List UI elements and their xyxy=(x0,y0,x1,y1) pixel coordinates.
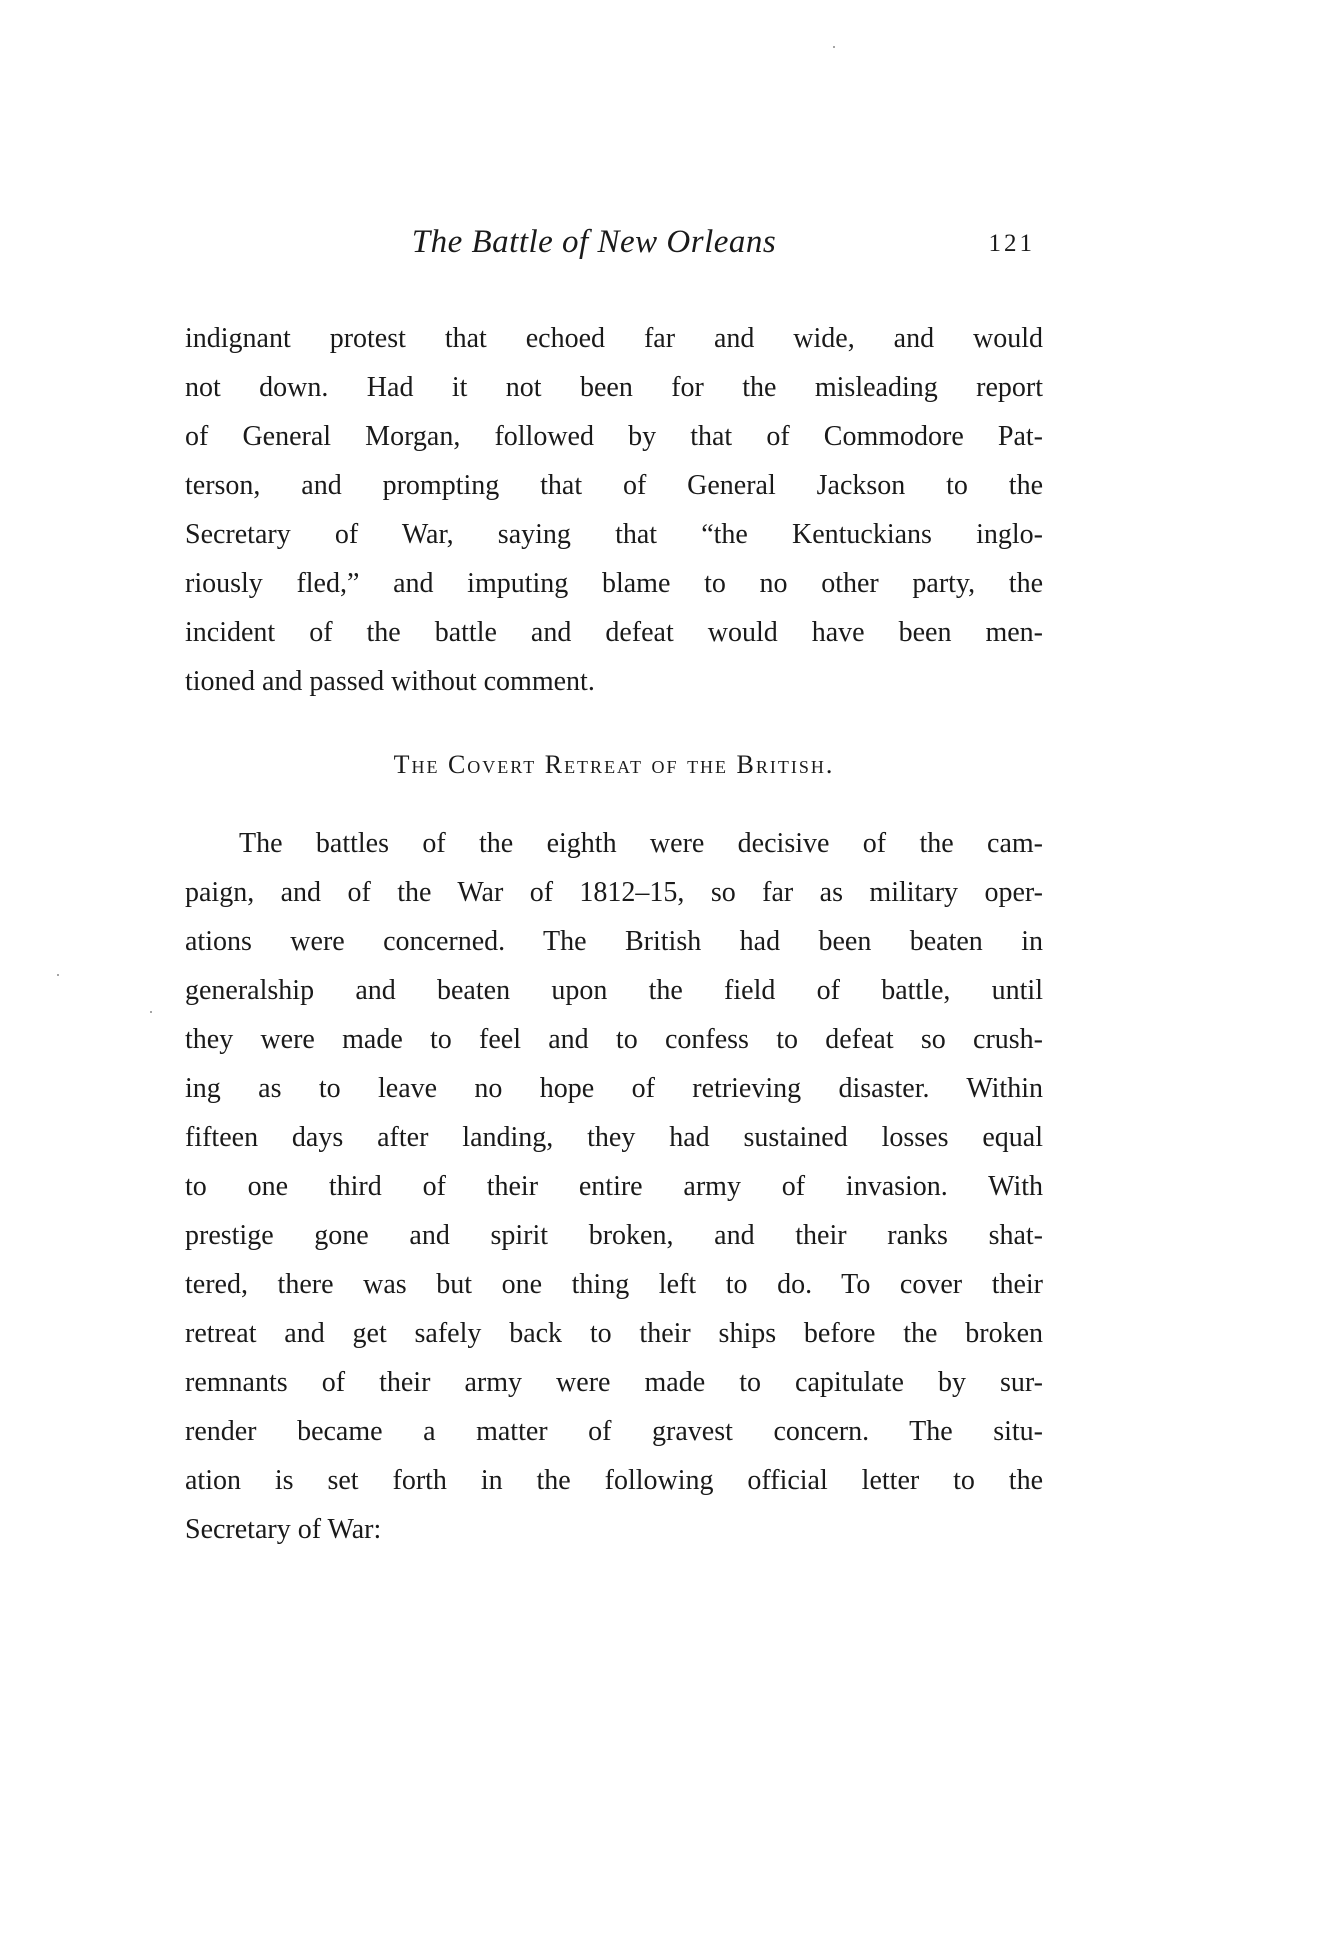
text-line: of General Morgan, followed by that of Commodore Pat- xyxy=(185,421,1043,452)
running-title: The Battle of New Orleans xyxy=(411,224,777,260)
section-heading: The Covert Retreat of the British. xyxy=(393,750,835,779)
scan-speck xyxy=(57,974,59,976)
scan-speck xyxy=(833,46,835,48)
scan-speck xyxy=(150,1011,152,1013)
page-number: 121 xyxy=(988,230,1035,257)
text-line: remnants of their army were made to capitulate by sur- xyxy=(185,1367,1043,1398)
text-line: Secretary of War, saying that “the Kentuckians inglo- xyxy=(185,519,1043,550)
text-line: ations were concerned. The British had been beaten in xyxy=(185,926,1043,957)
text-line: not down. Had it not been for the misleading report xyxy=(185,372,1043,403)
paragraph-1 xyxy=(185,314,1043,706)
text-line: to one third of their entire army of invasion. With xyxy=(185,1171,1043,1202)
text-line: tioned and passed without comment. xyxy=(185,666,595,697)
text-line: tered, there was but one thing left to do. To cover their xyxy=(185,1269,1043,1300)
text-line: terson, and prompting that of General Jackson to the xyxy=(185,470,1043,501)
text-line: The battles of the eighth were decisive of the cam- xyxy=(239,828,1043,859)
text-line: incident of the battle and defeat would have been men- xyxy=(185,617,1043,648)
text-line: prestige gone and spirit broken, and their ranks shat- xyxy=(185,1220,1043,1251)
text-line: Secretary of War: xyxy=(185,1514,382,1545)
text-line: fifteen days after landing, they had sustained losses equal xyxy=(185,1122,1043,1153)
text-line: render became a matter of gravest concern. The situ- xyxy=(185,1416,1043,1447)
text-line: riously fled,” and imputing blame to no other party, the xyxy=(185,568,1043,599)
text-line: indignant protest that echoed far and wide, and would xyxy=(185,323,1043,354)
text-line: generalship and beaten upon the field of battle, until xyxy=(185,975,1043,1006)
paragraph-2 xyxy=(185,819,1043,1554)
text-line: retreat and get safely back to their ships before the broken xyxy=(185,1318,1043,1349)
text-line: they were made to feel and to confess to defeat so crush- xyxy=(185,1024,1043,1055)
text-line: paign, and of the War of 1812–15, so far as military oper- xyxy=(185,877,1043,908)
text-line: ing as to leave no hope of retrieving disaster. Within xyxy=(185,1073,1043,1104)
running-head xyxy=(185,224,1043,268)
text-line: ation is set forth in the following official letter to the xyxy=(185,1465,1043,1496)
